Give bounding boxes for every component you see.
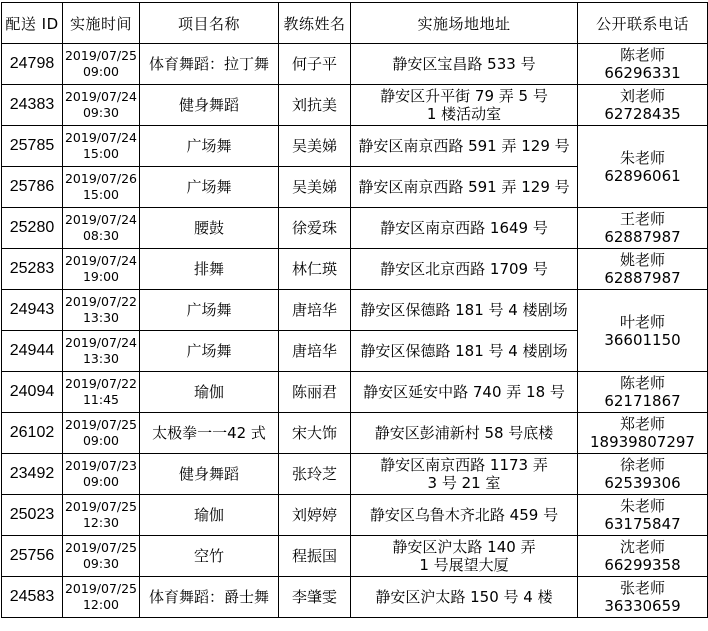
- cell-id[interactable]: 25023: [2, 495, 63, 536]
- cell-time[interactable]: [63, 290, 140, 331]
- cell-coach[interactable]: 程振国: [279, 536, 351, 577]
- cell-time[interactable]: [63, 44, 140, 85]
- cell-clock: 09:00: [82, 433, 120, 448]
- cell-clock: 19:00: [82, 269, 120, 284]
- contact-name: 姚老师: [619, 251, 665, 269]
- address-line: 静安区彭浦新村 58 号底楼: [374, 424, 554, 442]
- contact-phone: 62728435: [604, 105, 681, 123]
- header-coach[interactable]: 教练姓名: [279, 3, 351, 44]
- cell-date: 2019/07/24: [64, 212, 138, 227]
- cell-clock: 12:30: [82, 515, 120, 530]
- contact-name: 刘老师: [619, 87, 665, 105]
- contact-phone: 66299358: [604, 556, 681, 574]
- cell-project[interactable]: 排舞: [140, 249, 279, 290]
- cell-time[interactable]: [63, 454, 140, 495]
- contact-name: 郑老师: [619, 415, 665, 433]
- cell-coach[interactable]: 林仁瑛: [279, 249, 351, 290]
- cell-address[interactable]: [351, 331, 578, 372]
- cell-contact[interactable]: [578, 577, 708, 618]
- contact-phone: 36601150: [604, 330, 681, 349]
- cell-address[interactable]: [351, 413, 578, 454]
- contact-phone: 36330659: [604, 597, 681, 615]
- cell-project[interactable]: 体育舞蹈：拉丁舞: [140, 44, 279, 85]
- address-line-2: 3 号 21 室: [427, 474, 501, 492]
- address-line: 静安区保德路 181 号 4 楼剧场: [360, 301, 568, 319]
- cell-time[interactable]: [63, 249, 140, 290]
- cell-date: 2019/07/24: [64, 89, 138, 104]
- table-row: [2, 85, 708, 126]
- cell-project[interactable]: 空竹: [140, 536, 279, 577]
- contact-phone: 62896061: [604, 166, 681, 185]
- cell-date: 2019/07/22: [64, 376, 138, 391]
- cell-clock: 08:30: [82, 228, 120, 243]
- cell-time[interactable]: [63, 577, 140, 618]
- header-address[interactable]: 实施场地地址: [351, 3, 578, 44]
- cell-time[interactable]: [63, 85, 140, 126]
- address-line: 静安区南京西路 1173 弄: [380, 456, 548, 474]
- cell-contact[interactable]: [578, 536, 708, 577]
- cell-coach[interactable]: 刘婷婷: [279, 495, 351, 536]
- cell-coach[interactable]: 吴美娣: [279, 167, 351, 208]
- cell-project[interactable]: 瑜伽: [140, 372, 279, 413]
- table-row: [2, 536, 708, 577]
- address-line: 静安区延安中路 740 弄 18 号: [363, 383, 565, 401]
- contact-name: 陈老师: [619, 46, 665, 64]
- header-phone[interactable]: 公开联系电话: [578, 3, 708, 44]
- address-line-2: 1 号展望大厦: [419, 556, 509, 574]
- cell-address[interactable]: [351, 290, 578, 331]
- table-row: [2, 126, 708, 167]
- cell-coach[interactable]: 刘抗美: [279, 85, 351, 126]
- cell-clock: 09:00: [82, 474, 120, 489]
- table-row: [2, 495, 708, 536]
- cell-contact[interactable]: [578, 413, 708, 454]
- cell-time[interactable]: [63, 331, 140, 372]
- cell-time[interactable]: [63, 208, 140, 249]
- cell-project[interactable]: 广场舞: [140, 290, 279, 331]
- cell-contact[interactable]: [578, 372, 708, 413]
- cell-clock: 13:30: [82, 351, 120, 366]
- cell-id[interactable]: 23492: [2, 454, 63, 495]
- cell-id[interactable]: 24943: [2, 290, 63, 331]
- contact-phone: 62539306: [604, 474, 681, 492]
- cell-address[interactable]: [351, 208, 578, 249]
- cell-coach[interactable]: 李肇雯: [279, 577, 351, 618]
- cell-id[interactable]: 24798: [2, 44, 63, 85]
- address-line: 静安区升平街 79 弄 5 号: [380, 87, 548, 105]
- cell-address[interactable]: [351, 495, 578, 536]
- address-line: 静安区南京西路 591 弄 129 号: [358, 137, 570, 155]
- cell-contact[interactable]: [578, 454, 708, 495]
- cell-coach[interactable]: 徐爱珠: [279, 208, 351, 249]
- table-row: [2, 577, 708, 618]
- header-project[interactable]: 项目名称: [140, 3, 279, 44]
- address-line: 静安区南京西路 1649 号: [380, 219, 548, 237]
- cell-date: 2019/07/23: [64, 458, 138, 473]
- cell-address[interactable]: [351, 536, 578, 577]
- contact-name: 朱老师: [619, 497, 665, 515]
- cell-date: 2019/07/22: [64, 294, 138, 309]
- contact-phone: 62171867: [604, 392, 681, 410]
- cell-date: 2019/07/25: [64, 48, 138, 63]
- header-id[interactable]: 配送 ID: [2, 3, 63, 44]
- cell-address[interactable]: [351, 577, 578, 618]
- cell-coach[interactable]: 宋大饰: [279, 413, 351, 454]
- cell-date: 2019/07/25: [64, 540, 138, 555]
- address-line: 静安区北京西路 1709 号: [380, 260, 548, 278]
- cell-clock: 13:30: [82, 310, 120, 325]
- cell-id[interactable]: 24944: [2, 331, 63, 372]
- cell-coach[interactable]: 唐培华: [279, 331, 351, 372]
- address-line: 静安区南京西路 591 弄 129 号: [358, 178, 570, 196]
- cell-id[interactable]: 25280: [2, 208, 63, 249]
- contact-name: 王老师: [619, 210, 665, 228]
- cell-project[interactable]: 健身舞蹈: [140, 454, 279, 495]
- cell-coach[interactable]: 吴美娣: [279, 126, 351, 167]
- cell-clock: 11:45: [82, 392, 120, 407]
- cell-contact[interactable]: [578, 44, 708, 85]
- cell-clock: 15:00: [82, 187, 120, 202]
- contact-phone: 18939807297: [590, 433, 695, 451]
- cell-address[interactable]: [351, 454, 578, 495]
- cell-date: 2019/07/26: [64, 171, 138, 186]
- cell-time[interactable]: [63, 167, 140, 208]
- contact-name: 张老师: [619, 579, 665, 597]
- contact-name: 陈老师: [619, 374, 665, 392]
- cell-coach[interactable]: 何子平: [279, 44, 351, 85]
- cell-time[interactable]: [63, 536, 140, 577]
- contact-name: 朱老师: [619, 148, 665, 167]
- address-line: 静安区保德路 181 号 4 楼剧场: [360, 342, 568, 360]
- cell-clock: 09:30: [82, 105, 120, 120]
- cell-id[interactable]: 24094: [2, 372, 63, 413]
- cell-contact[interactable]: [578, 126, 708, 208]
- table-row: [2, 249, 708, 290]
- cell-id[interactable]: 24383: [2, 85, 63, 126]
- table-row: [2, 372, 708, 413]
- cell-address[interactable]: [351, 126, 578, 167]
- address-line: 静安区宝昌路 533 号: [392, 55, 536, 73]
- cell-address[interactable]: [351, 167, 578, 208]
- cell-clock: 12:00: [82, 597, 120, 612]
- cell-id[interactable]: 25283: [2, 249, 63, 290]
- table-row: [2, 413, 708, 454]
- address-line: 静安区乌鲁木齐北路 459 号: [369, 506, 559, 524]
- cell-contact[interactable]: [578, 495, 708, 536]
- cell-coach[interactable]: 唐培华: [279, 290, 351, 331]
- cell-contact[interactable]: [578, 249, 708, 290]
- contact-name: 叶老师: [619, 312, 665, 331]
- cell-id[interactable]: 25786: [2, 167, 63, 208]
- cell-clock: 09:30: [82, 556, 120, 571]
- cell-address[interactable]: [351, 372, 578, 413]
- cell-time[interactable]: [63, 126, 140, 167]
- cell-date: 2019/07/24: [64, 335, 138, 350]
- header-row: [2, 3, 708, 44]
- cell-project[interactable]: 腰鼓: [140, 208, 279, 249]
- cell-id[interactable]: 24583: [2, 577, 63, 618]
- table-row: [2, 454, 708, 495]
- cell-project[interactable]: 太极拳一一42 式: [140, 413, 279, 454]
- cell-project[interactable]: 广场舞: [140, 167, 279, 208]
- cell-clock: 09:00: [82, 64, 120, 79]
- cell-coach[interactable]: 张玲芝: [279, 454, 351, 495]
- cell-time[interactable]: [63, 372, 140, 413]
- cell-date: 2019/07/24: [64, 130, 138, 145]
- cell-date: 2019/07/25: [64, 499, 138, 514]
- cell-address[interactable]: [351, 249, 578, 290]
- contact-phone: 66296331: [604, 64, 681, 82]
- cell-date: 2019/07/25: [64, 417, 138, 432]
- contact-name: 沈老师: [619, 538, 665, 556]
- cell-clock: 15:00: [82, 146, 120, 161]
- contact-phone: 63175847: [604, 515, 681, 533]
- cell-id[interactable]: 25756: [2, 536, 63, 577]
- schedule-table: [1, 2, 708, 618]
- cell-id[interactable]: 26102: [2, 413, 63, 454]
- address-line: 静安区沪太路 150 号 4 楼: [375, 588, 553, 606]
- cell-date: 2019/07/25: [64, 581, 138, 596]
- cell-contact[interactable]: [578, 85, 708, 126]
- header-time[interactable]: 实施时间: [63, 3, 140, 44]
- cell-contact[interactable]: [578, 208, 708, 249]
- cell-address[interactable]: [351, 85, 578, 126]
- address-line: 静安区沪太路 140 弄: [392, 538, 536, 556]
- cell-address[interactable]: [351, 44, 578, 85]
- cell-project[interactable]: 体育舞蹈：爵士舞: [140, 577, 279, 618]
- cell-project[interactable]: 瑜伽: [140, 495, 279, 536]
- cell-id[interactable]: 25785: [2, 126, 63, 167]
- cell-time[interactable]: [63, 413, 140, 454]
- table-row: [2, 208, 708, 249]
- contact-phone: 62887987: [604, 228, 681, 246]
- cell-date: 2019/07/24: [64, 253, 138, 268]
- table-row: [2, 290, 708, 331]
- cell-coach[interactable]: 陈丽君: [279, 372, 351, 413]
- cell-project[interactable]: 健身舞蹈: [140, 85, 279, 126]
- cell-contact[interactable]: [578, 290, 708, 372]
- address-line-2: 1 楼活动室: [426, 105, 502, 123]
- table-row: [2, 44, 708, 85]
- contact-phone: 62887987: [604, 269, 681, 287]
- contact-name: 徐老师: [619, 456, 665, 474]
- cell-time[interactable]: [63, 495, 140, 536]
- cell-project[interactable]: 广场舞: [140, 331, 279, 372]
- cell-project[interactable]: 广场舞: [140, 126, 279, 167]
